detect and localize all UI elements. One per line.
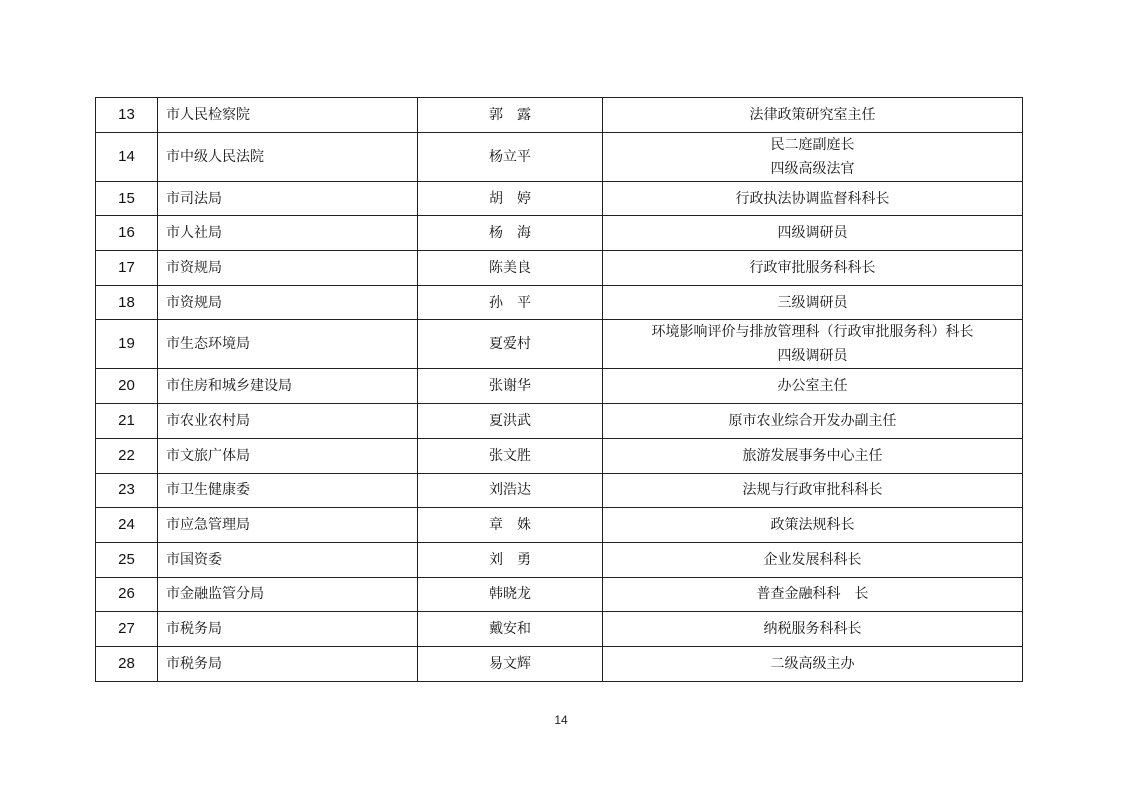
name-cell: 张谢华 <box>418 369 603 404</box>
row-number-cell: 28 <box>96 646 158 681</box>
position-line: 原市农业综合开发办副主任 <box>728 412 897 429</box>
table-row <box>96 216 1023 251</box>
personnel-table-body <box>96 98 1023 682</box>
position-line: 二级高级主办 <box>770 655 855 672</box>
name-cell: 韩晓龙 <box>418 577 603 612</box>
row-number-cell: 15 <box>96 181 158 216</box>
name-cell: 孙 平 <box>418 285 603 320</box>
unit-cell: 市卫生健康委 <box>158 473 418 508</box>
position-line: 四级高级法官 <box>770 160 855 177</box>
row-number-cell: 22 <box>96 438 158 473</box>
table-row <box>96 577 1023 612</box>
position-line: 四级调研员 <box>777 348 848 365</box>
position-line: 企业发展科科长 <box>763 551 862 568</box>
name-cell: 刘 勇 <box>418 542 603 577</box>
personnel-table <box>95 97 1023 682</box>
position-cell <box>603 473 1023 508</box>
position-line: 行政审批服务科科长 <box>749 259 876 276</box>
name-cell: 陈美良 <box>418 251 603 286</box>
position-cell <box>603 285 1023 320</box>
table-row <box>96 542 1023 577</box>
name-cell: 易文辉 <box>418 646 603 681</box>
row-number-cell: 24 <box>96 508 158 543</box>
position-line: 政策法规科长 <box>770 517 855 534</box>
row-number-cell: 18 <box>96 285 158 320</box>
name-cell: 张文胜 <box>418 438 603 473</box>
position-cell <box>603 577 1023 612</box>
name-cell: 刘浩达 <box>418 473 603 508</box>
table-row <box>96 285 1023 320</box>
unit-cell: 市税务局 <box>158 612 418 647</box>
position-cell <box>603 251 1023 286</box>
row-number-cell: 14 <box>96 132 158 181</box>
position-cell <box>603 369 1023 404</box>
unit-cell: 市应急管理局 <box>158 508 418 543</box>
position-line: 环境影响评价与排放管理科（行政审批服务科）科长 <box>651 324 974 341</box>
row-number-cell: 19 <box>96 320 158 369</box>
page-number: 14 <box>554 713 568 727</box>
row-number-cell: 17 <box>96 251 158 286</box>
unit-cell: 市人社局 <box>158 216 418 251</box>
position-line: 普查金融科科 长 <box>756 586 869 603</box>
unit-cell: 市司法局 <box>158 181 418 216</box>
row-number-cell: 25 <box>96 542 158 577</box>
table-row <box>96 646 1023 681</box>
position-line: 三级调研员 <box>777 294 848 311</box>
table-row <box>96 98 1023 133</box>
name-cell: 戴安和 <box>418 612 603 647</box>
position-cell <box>603 404 1023 439</box>
name-cell: 章 姝 <box>418 508 603 543</box>
name-cell: 郭 露 <box>418 98 603 133</box>
table-row <box>96 251 1023 286</box>
unit-cell: 市金融监管分局 <box>158 577 418 612</box>
table-row <box>96 473 1023 508</box>
position-cell <box>603 612 1023 647</box>
position-cell <box>603 216 1023 251</box>
unit-cell: 市文旅广体局 <box>158 438 418 473</box>
unit-cell: 市生态环境局 <box>158 320 418 369</box>
table-row <box>96 132 1023 181</box>
table-row <box>96 612 1023 647</box>
position-line: 旅游发展事务中心主任 <box>742 447 883 464</box>
row-number-cell: 16 <box>96 216 158 251</box>
position-cell <box>603 438 1023 473</box>
unit-cell: 市住房和城乡建设局 <box>158 369 418 404</box>
name-cell: 夏洪武 <box>418 404 603 439</box>
name-cell: 杨 海 <box>418 216 603 251</box>
position-line: 法规与行政审批科科长 <box>742 482 883 499</box>
position-line: 纳税服务科科长 <box>763 621 862 638</box>
table-row <box>96 508 1023 543</box>
position-cell <box>603 320 1023 369</box>
position-line: 民二庭副庭长 <box>770 136 855 153</box>
unit-cell: 市人民检察院 <box>158 98 418 133</box>
row-number-cell: 23 <box>96 473 158 508</box>
position-cell <box>603 542 1023 577</box>
row-number-cell: 20 <box>96 369 158 404</box>
unit-cell: 市税务局 <box>158 646 418 681</box>
table-row <box>96 438 1023 473</box>
table-row <box>96 320 1023 369</box>
position-line: 办公室主任 <box>777 378 848 395</box>
row-number-cell: 21 <box>96 404 158 439</box>
position-line: 行政执法协调监督科科长 <box>735 190 890 207</box>
position-cell <box>603 508 1023 543</box>
row-number-cell: 27 <box>96 612 158 647</box>
position-line: 四级调研员 <box>777 225 848 242</box>
name-cell: 夏爱村 <box>418 320 603 369</box>
row-number-cell: 26 <box>96 577 158 612</box>
row-number-cell: 13 <box>96 98 158 133</box>
position-line: 法律政策研究室主任 <box>749 106 876 123</box>
position-cell <box>603 132 1023 181</box>
name-cell: 胡 婷 <box>418 181 603 216</box>
unit-cell: 市中级人民法院 <box>158 132 418 181</box>
unit-cell: 市资规局 <box>158 251 418 286</box>
unit-cell: 市国资委 <box>158 542 418 577</box>
position-cell <box>603 646 1023 681</box>
position-cell <box>603 98 1023 133</box>
table-row <box>96 369 1023 404</box>
table-row <box>96 181 1023 216</box>
unit-cell: 市农业农村局 <box>158 404 418 439</box>
name-cell: 杨立平 <box>418 132 603 181</box>
position-cell <box>603 181 1023 216</box>
table-row <box>96 404 1023 439</box>
unit-cell: 市资规局 <box>158 285 418 320</box>
